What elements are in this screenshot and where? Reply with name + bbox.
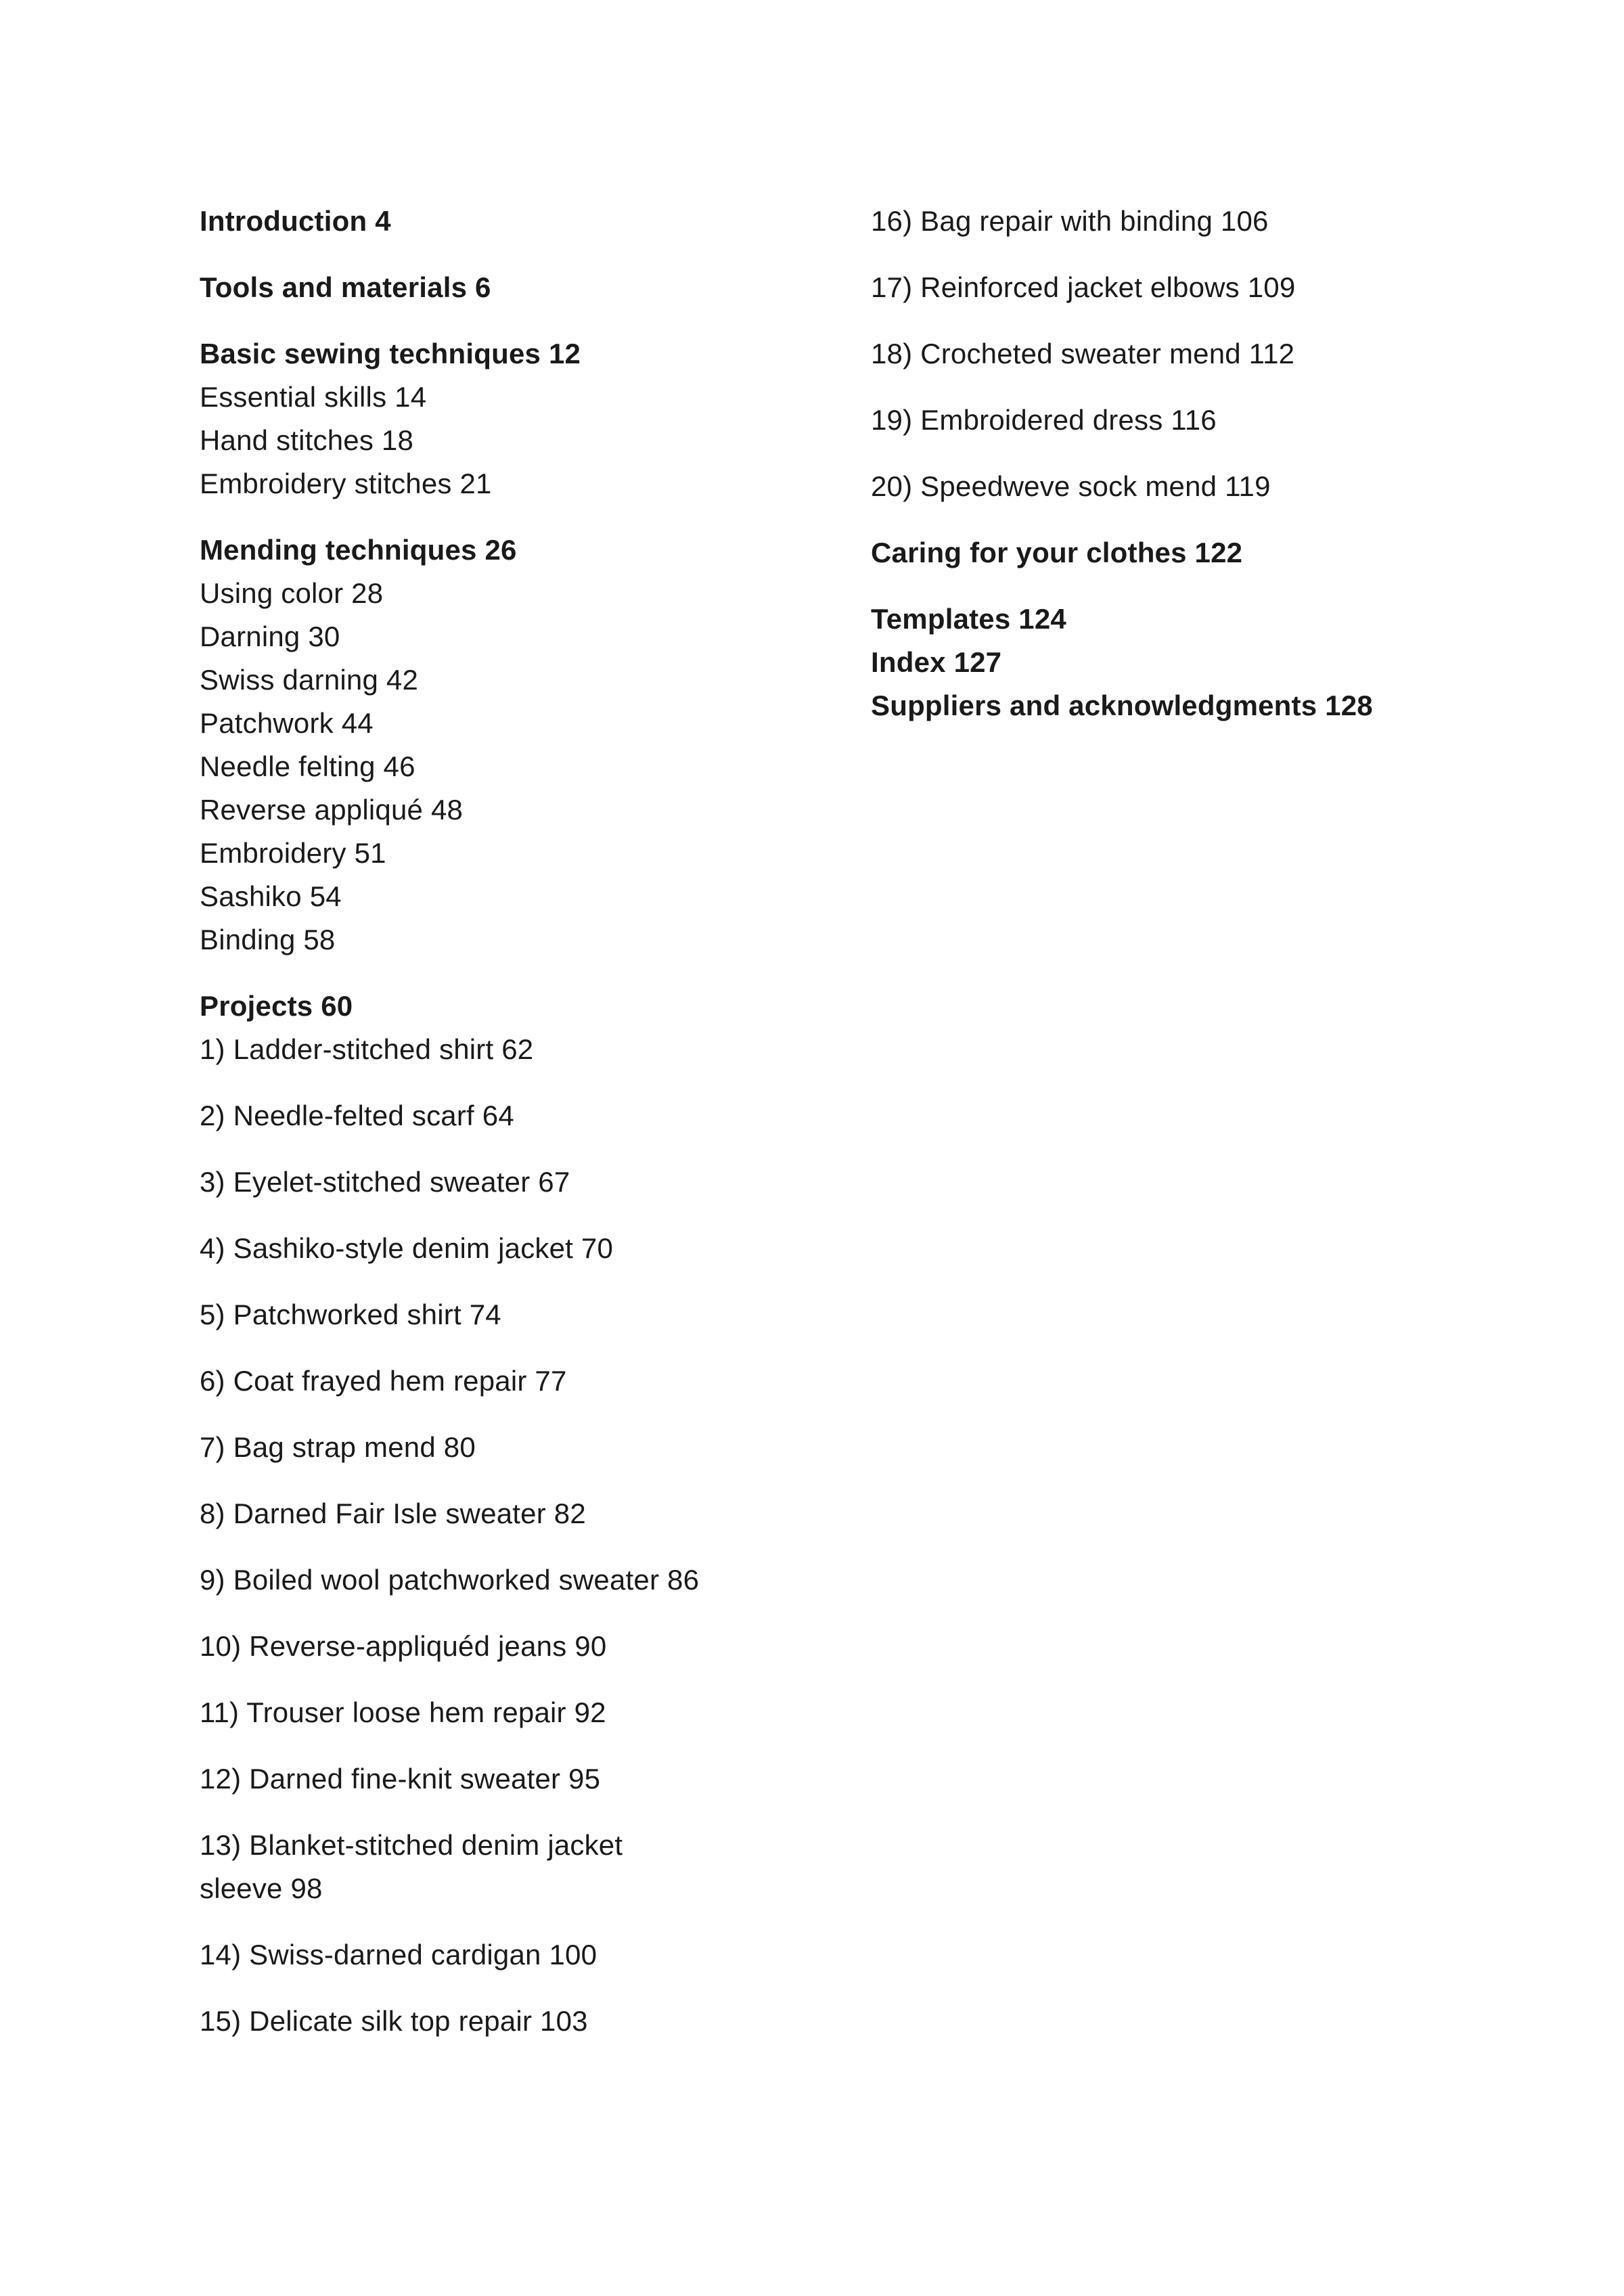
toc-block	[200, 1359, 700, 1403]
toc-entry: 6) Coat frayed hem repair 77	[200, 1365, 567, 1397]
toc-entry: Embroidery 51	[200, 837, 386, 869]
toc-entry: 13) Blanket-stitched denim jacket sleeve 98	[200, 1829, 623, 1904]
toc-section-heading: Mending techniques 26	[200, 534, 517, 566]
toc-section-heading: Basic sewing techniques 12	[200, 338, 581, 369]
toc-entry: Swiss darning 42	[200, 664, 419, 696]
toc-block	[200, 1933, 700, 1977]
toc-entry: 5) Patchworked shirt 74	[200, 1299, 501, 1330]
toc-entry: 11) Trouser loose hem repair 92	[200, 1696, 606, 1728]
toc-entry: 12) Darned fine-knit sweater 95	[200, 1763, 601, 1795]
toc-columns	[200, 200, 1624, 2066]
toc-entry: 8) Darned Fair Isle sweater 82	[200, 1498, 586, 1529]
toc-column-right	[871, 200, 1375, 750]
toc-block	[200, 1492, 700, 1535]
toc-entry: Darning 30	[200, 621, 340, 652]
toc-entry: Reverse appliqué 48	[200, 794, 464, 826]
toc-block	[200, 1757, 700, 1801]
toc-block	[200, 2000, 700, 2043]
toc-section-heading: Index 127	[871, 646, 1002, 678]
toc-entry: Needle felting 46	[200, 750, 415, 782]
toc-entry: Using color 28	[200, 577, 384, 609]
toc-entry: 19) Embroidered dress 116	[871, 404, 1217, 436]
toc-entry: Binding 58	[200, 924, 336, 955]
toc-block	[200, 1426, 700, 1469]
toc-block	[200, 1227, 700, 1270]
toc-block	[871, 465, 1375, 508]
toc-entry: 4) Sashiko-style denim jacket 70	[200, 1232, 614, 1264]
toc-column-left	[200, 200, 700, 2066]
toc-section-heading: Tools and materials 6	[200, 271, 491, 303]
toc-entry: Embroidery stitches 21	[200, 468, 492, 499]
toc-block	[200, 1691, 700, 1734]
toc-entry: 15) Delicate silk top repair 103	[200, 2005, 588, 2037]
toc-entry: Sashiko 54	[200, 880, 342, 912]
toc-block	[200, 1094, 700, 1138]
toc-entry: 10) Reverse-appliquéd jeans 90	[200, 1630, 607, 1662]
toc-entry: Essential skills 14	[200, 381, 427, 413]
toc-section-heading: Suppliers and acknowledgments 128	[871, 690, 1373, 721]
toc-entry: 9) Boiled wool patchworked sweater 86	[200, 1564, 700, 1596]
toc-entry: 2) Needle-felted scarf 64	[200, 1100, 514, 1131]
toc-entry: 14) Swiss-darned cardigan 100	[200, 1939, 597, 1971]
toc-entry: 1) Ladder-stitched shirt 62	[200, 1033, 534, 1065]
toc-section-heading: Introduction 4	[200, 205, 391, 237]
toc-block	[200, 1625, 700, 1668]
toc-block	[871, 200, 1375, 243]
toc-entry: 16) Bag repair with binding 106	[871, 205, 1269, 237]
toc-section-heading: Caring for your clothes 122	[871, 537, 1243, 568]
toc-entry: 3) Eyelet-stitched sweater 67	[200, 1166, 570, 1198]
toc-block	[871, 531, 1375, 575]
toc-section-heading: Projects 60	[200, 990, 353, 1022]
toc-entry: Hand stitches 18	[200, 424, 414, 456]
toc-entry: Patchwork 44	[200, 707, 374, 739]
toc-entry: 7) Bag strap mend 80	[200, 1431, 476, 1463]
toc-block	[200, 266, 700, 309]
toc-block	[200, 985, 700, 1071]
toc-block	[200, 1293, 700, 1336]
toc-block	[871, 266, 1375, 309]
toc-block	[200, 1558, 700, 1602]
toc-block	[200, 200, 700, 243]
toc-entry: 17) Reinforced jacket elbows 109	[871, 271, 1296, 303]
toc-block	[200, 1161, 700, 1204]
toc-block	[200, 528, 700, 962]
toc-entry: 18) Crocheted sweater mend 112	[871, 338, 1295, 369]
toc-block	[871, 399, 1375, 442]
toc-block	[871, 598, 1375, 727]
toc-block	[200, 332, 700, 505]
toc-entry: 20) Speedweve sock mend 119	[871, 470, 1271, 502]
toc-block	[871, 332, 1375, 376]
toc-block	[200, 1824, 700, 1910]
toc-section-heading: Templates 124	[871, 603, 1066, 635]
